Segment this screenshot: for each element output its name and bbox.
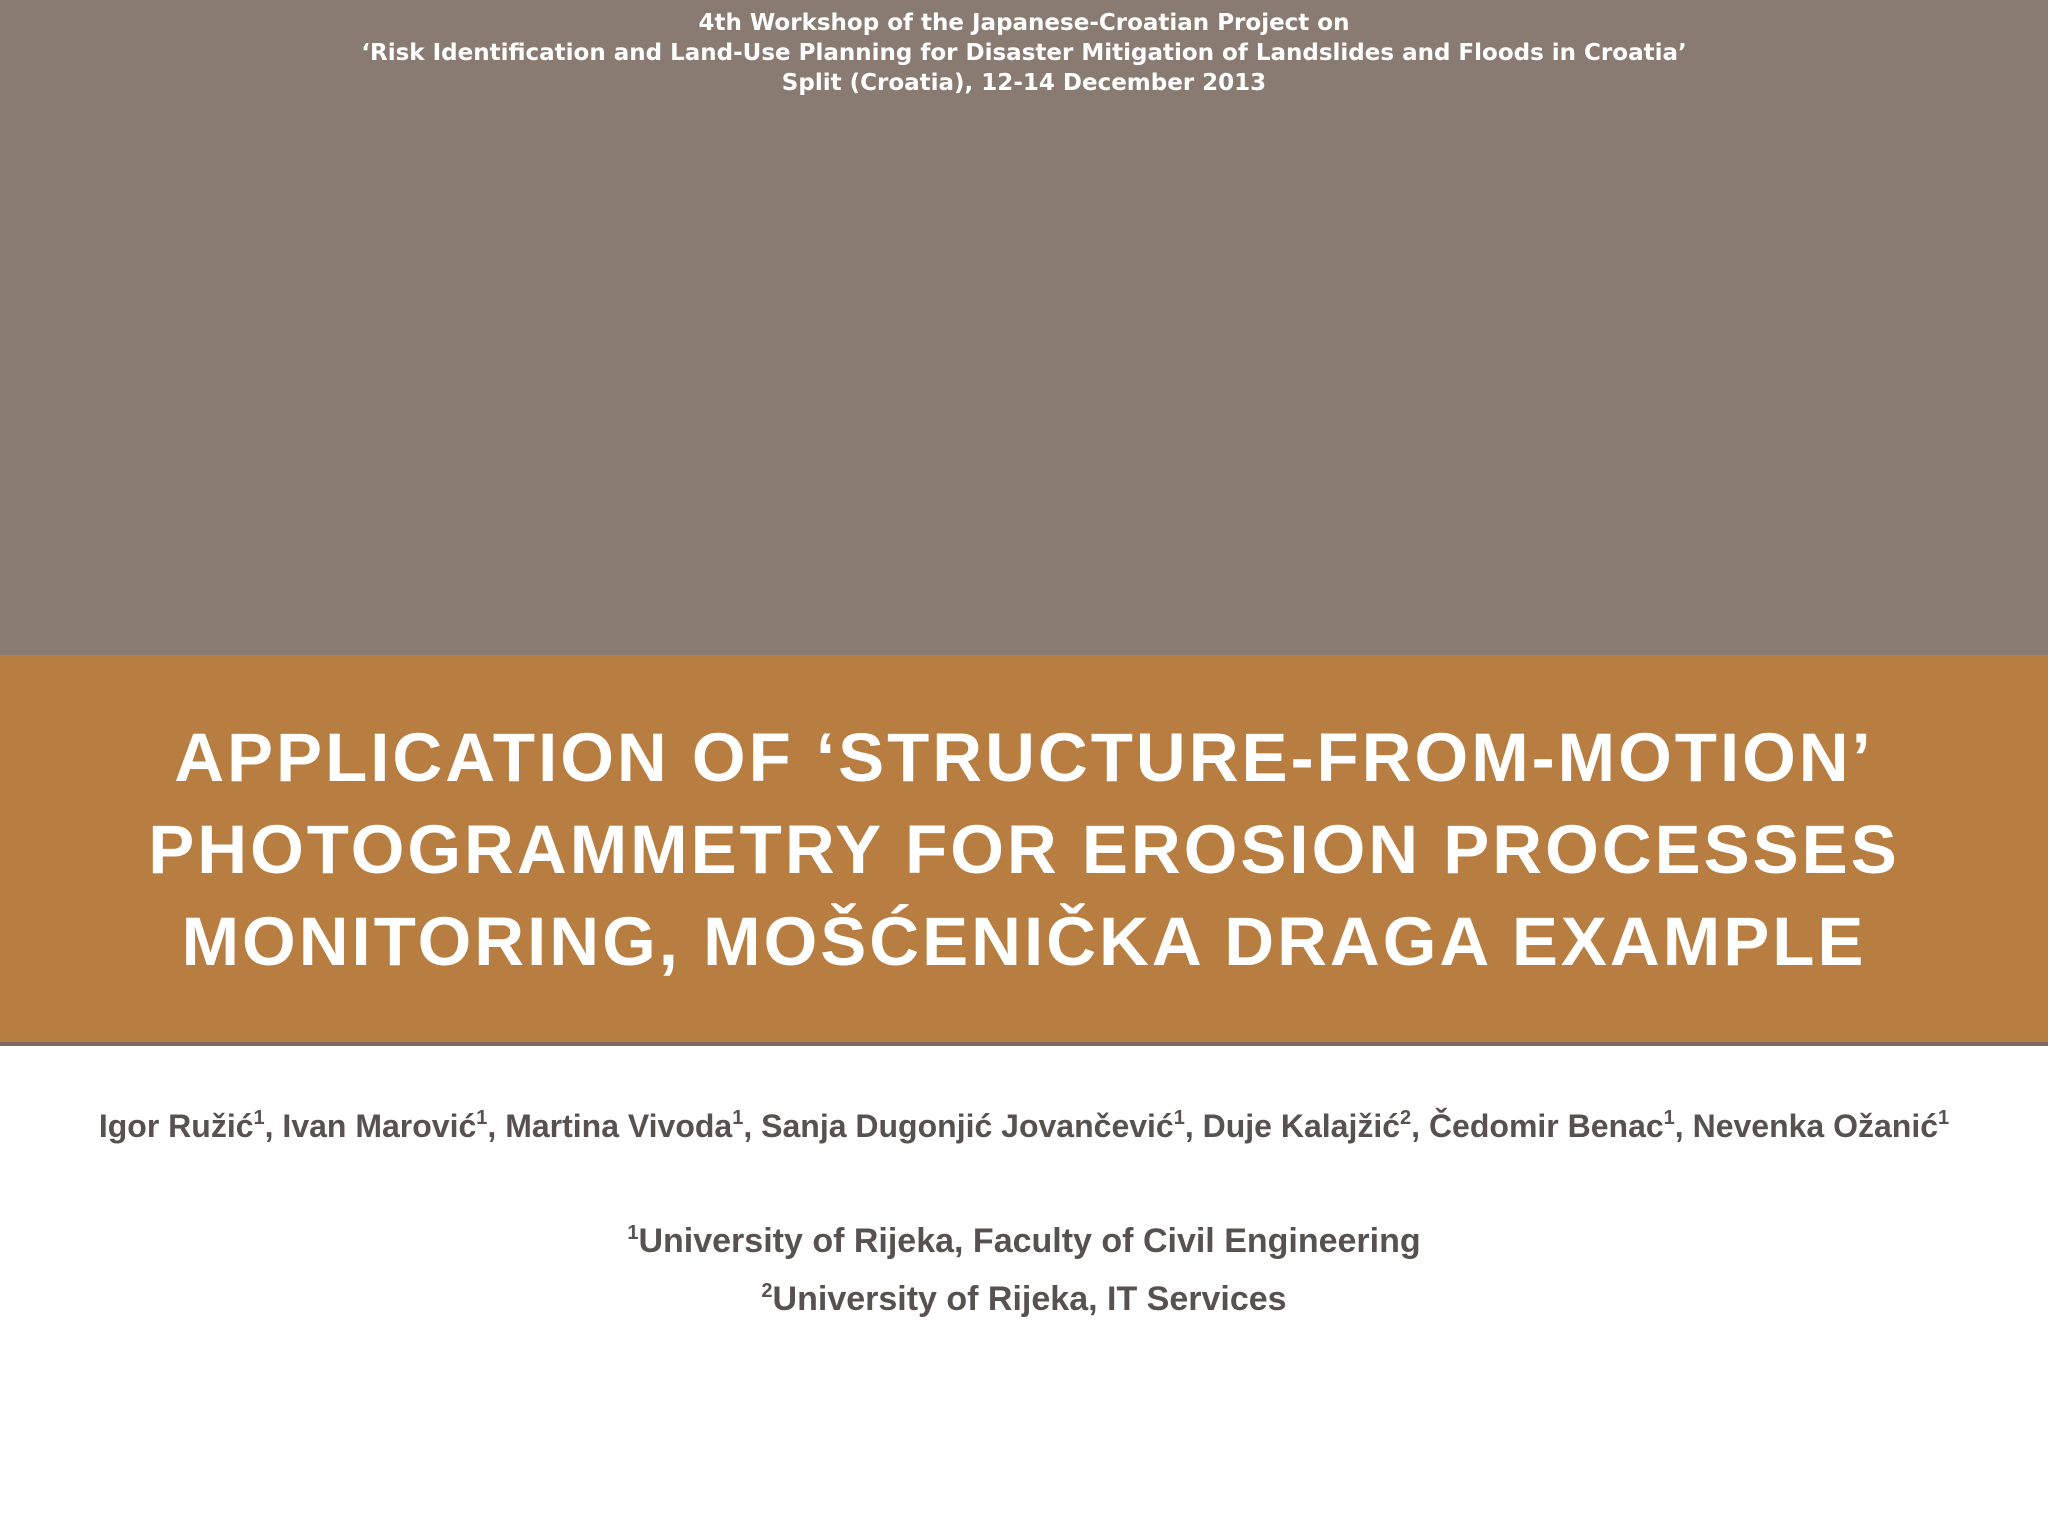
workshop-line-3: Split (Croatia), 12-14 December 2013 — [781, 70, 1267, 96]
author-separator: , — [1184, 1108, 1203, 1144]
author-separator: , — [1411, 1108, 1429, 1144]
title-divider — [0, 1042, 2048, 1046]
author-affiliation-mark: 2 — [1400, 1107, 1412, 1129]
affiliation-text: University of Rijeka, IT Services — [772, 1280, 1287, 1318]
affiliation-number: 2 — [761, 1280, 773, 1302]
author — [1203, 1108, 1429, 1144]
author-name: Duje Kalajžić — [1202, 1108, 1401, 1144]
title-line-2: PHOTOGRAMMETRY FOR EROSION PROCESSES — [148, 811, 1900, 888]
author-separator: , — [743, 1108, 762, 1144]
author — [1693, 1108, 1950, 1144]
author — [99, 1108, 283, 1144]
author-name: Čedomir Benac — [1428, 1108, 1664, 1144]
author-separator: , — [264, 1108, 283, 1144]
workshop-info — [0, 8, 2048, 98]
author-affiliation-mark: 1 — [253, 1107, 265, 1129]
author-name: Martina Vivoda — [505, 1108, 733, 1144]
presentation-title — [0, 712, 2048, 988]
author-list — [0, 1098, 2048, 1154]
author-name: Ivan Marović — [282, 1108, 477, 1144]
author — [505, 1108, 761, 1144]
affiliation — [0, 1216, 2048, 1266]
author-affiliation-mark: 1 — [1663, 1107, 1675, 1129]
affiliation-number: 1 — [627, 1222, 639, 1244]
author-affiliation-mark: 1 — [1938, 1107, 1950, 1129]
title-line-3: MONITORING, MOŠĆENIČKA DRAGA EXAMPLE — [181, 903, 1867, 980]
author-affiliation-mark: 1 — [732, 1107, 744, 1129]
author-name: Sanja Dugonjić Jovančević — [761, 1108, 1174, 1144]
affiliation — [0, 1274, 2048, 1324]
author-separator: , — [487, 1108, 506, 1144]
author-affiliation-mark: 1 — [476, 1107, 488, 1129]
title-line-1: APPLICATION OF ‘STRUCTURE-FROM-MOTION’ — [174, 719, 1874, 796]
author — [282, 1108, 505, 1144]
author-separator: , — [1674, 1108, 1693, 1144]
author — [1429, 1108, 1693, 1144]
author-affiliation-mark: 1 — [1173, 1107, 1185, 1129]
author-name: Nevenka Ožanić — [1692, 1108, 1939, 1144]
workshop-line-2: ‘Risk Identification and Land-Use Planning for Disaster Mitigation of Landslides and Floods in Croatia’ — [361, 40, 1687, 66]
header-band — [0, 0, 2048, 655]
author — [761, 1108, 1203, 1144]
author-name: Igor Ružić — [98, 1108, 254, 1144]
workshop-line-1: 4th Workshop of the Japanese-Croatian Project on — [698, 10, 1350, 36]
affiliation-text: University of Rijeka, Faculty of Civil Engineering — [638, 1222, 1421, 1260]
